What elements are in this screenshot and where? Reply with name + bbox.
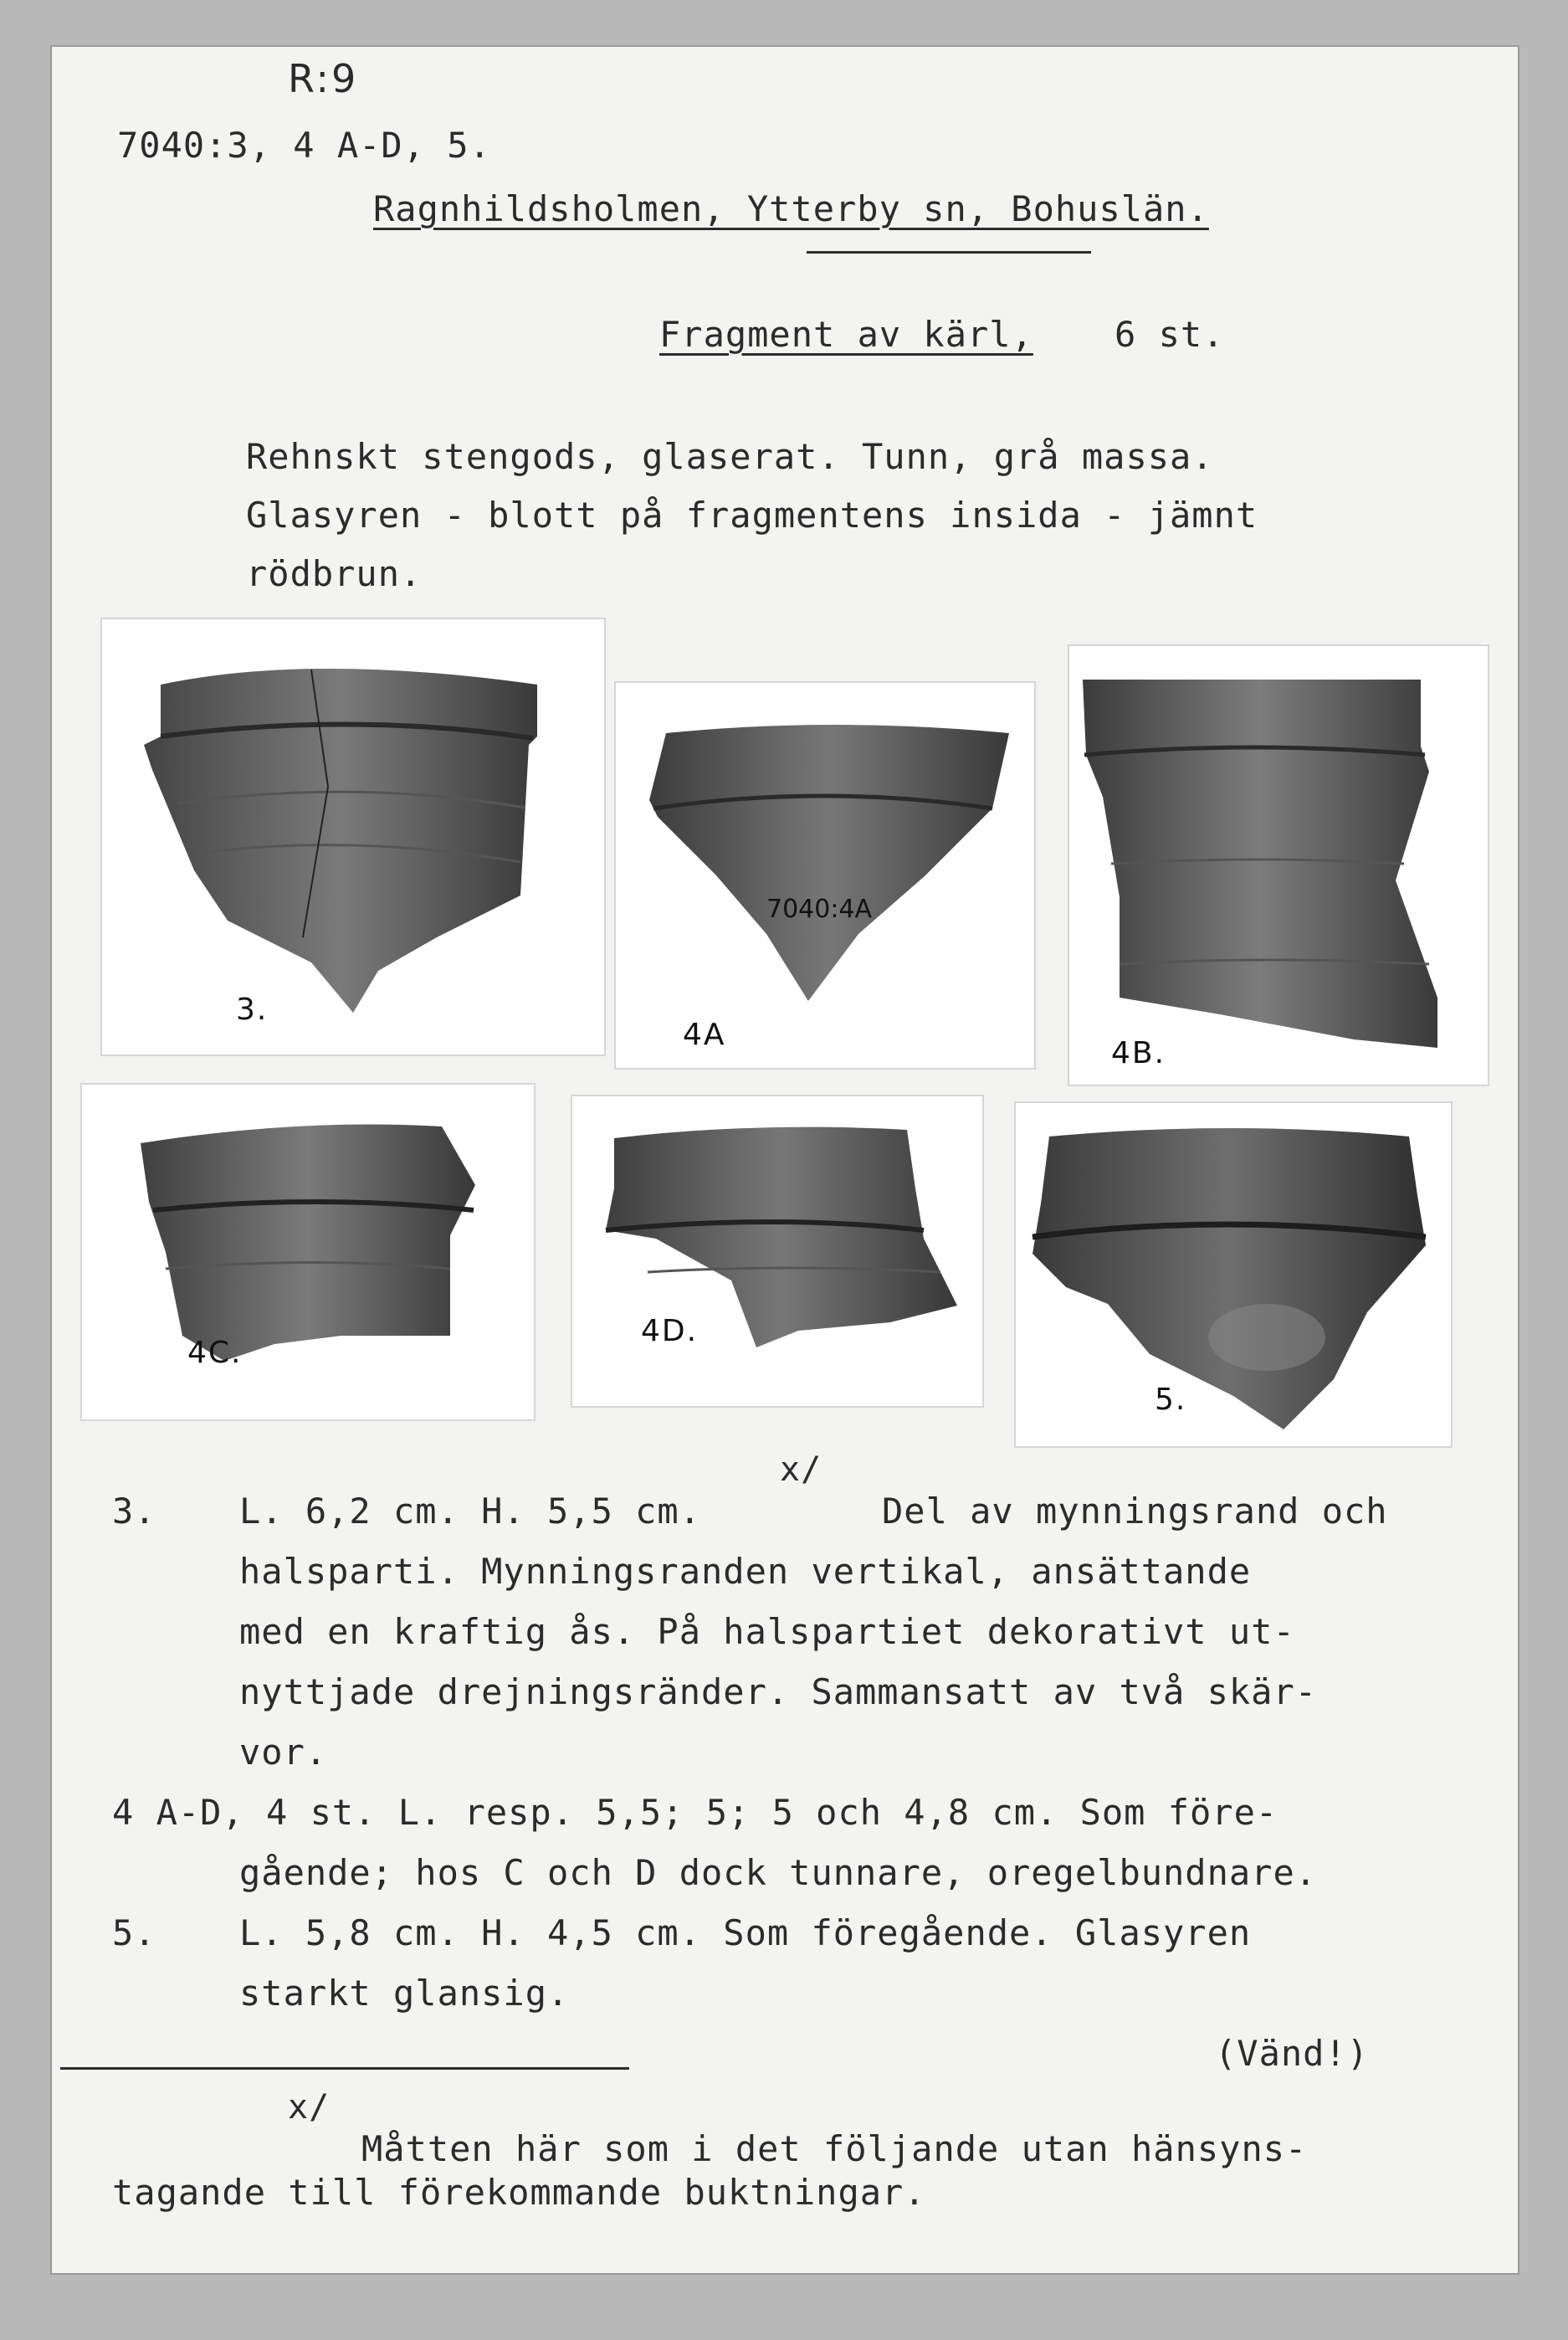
photo-label-4b: 4B. (1111, 1036, 1166, 1070)
entry-3-line-2: halsparti. Mynningsranden vertikal, ansättande (239, 1551, 1252, 1592)
catalog-number: 7040:3, 4 A-D, 5. (117, 125, 491, 166)
entry-3-line-1: L. 6,2 cm. H. 5,5 cm. (239, 1491, 702, 1532)
photo-label-4a: 4A (683, 1018, 726, 1052)
entry-5-line-2: starkt glansig. (239, 1973, 570, 2014)
entry-4-line-1: 4 A-D, 4 st. L. resp. 5,5; 5; 5 och 4,8 cm. Som före- (112, 1792, 1278, 1833)
entry-3-footnote-ref: x/ (780, 1450, 822, 1489)
object-title: Fragment av kärl, (659, 314, 1033, 355)
fragment-4b-image (1069, 646, 1488, 1085)
description-line-2: Glasyren - blott på fragmentens insida - jämnt (246, 495, 1258, 536)
fragment-4c-image (82, 1085, 534, 1419)
fragment-5-image (1016, 1103, 1451, 1446)
register-mark: R:9 (288, 56, 359, 101)
description-line-3: rödbrun. (246, 553, 423, 594)
entry-4-line-2: gående; hos C och D dock tunnare, oregelbundnare. (239, 1852, 1318, 1893)
catalog-card (52, 47, 1518, 2273)
description-line-1: Rehnskt stengods, glaserat. Tunn, grå massa. (246, 436, 1214, 477)
entry-5-line-1: L. 5,8 cm. H. 4,5 cm. Som föregående. Glasyren (239, 1912, 1252, 1953)
fragment-3-image (102, 619, 604, 1055)
photo-label-3: 3. (236, 993, 269, 1027)
photo-fragment-4d (572, 1096, 982, 1406)
footnote-line-1: Måtten här som i det följande utan hänsyns- (361, 2128, 1308, 2169)
turn-over-note: (Vänd!) (1215, 2033, 1370, 2074)
photo-fragment-4a (616, 683, 1034, 1068)
entry-3-line-3: med en kraftig ås. På halspartiet dekorativt ut- (239, 1611, 1295, 1652)
fragment-4d-image (572, 1096, 982, 1406)
entry-5-number: 5. (112, 1912, 156, 1953)
find-location: Ragnhildsholmen, Ytterby sn, Bohuslän. (373, 188, 1209, 229)
fragment-4a-ink-mark: 7040:4A (766, 895, 873, 924)
photo-fragment-4c (82, 1085, 534, 1419)
photo-label-4c: 4C. (187, 1336, 243, 1370)
photo-label-5: 5. (1155, 1383, 1187, 1417)
object-count: 6 st. (1115, 314, 1225, 355)
photo-fragment-5 (1016, 1103, 1451, 1446)
entry-3-number: 3. (112, 1491, 156, 1532)
footnote-divider (60, 2067, 629, 2070)
entry-3-line-4: nyttjade drejningsränder. Sammansatt av två skär- (239, 1671, 1318, 1712)
entry-3-line-5: vor. (239, 1732, 328, 1773)
footnote-line-2: tagande till förekommande buktningar. (112, 2172, 926, 2213)
entry-3-line-1b: Del av mynningsrand och (882, 1491, 1388, 1532)
footnote-marker: x/ (288, 2088, 331, 2127)
fragment-4a-image (616, 683, 1034, 1068)
photo-fragment-4b (1069, 646, 1488, 1085)
photo-label-4d: 4D. (641, 1314, 699, 1348)
photo-fragment-3 (102, 619, 604, 1055)
location-rule (807, 251, 1091, 254)
